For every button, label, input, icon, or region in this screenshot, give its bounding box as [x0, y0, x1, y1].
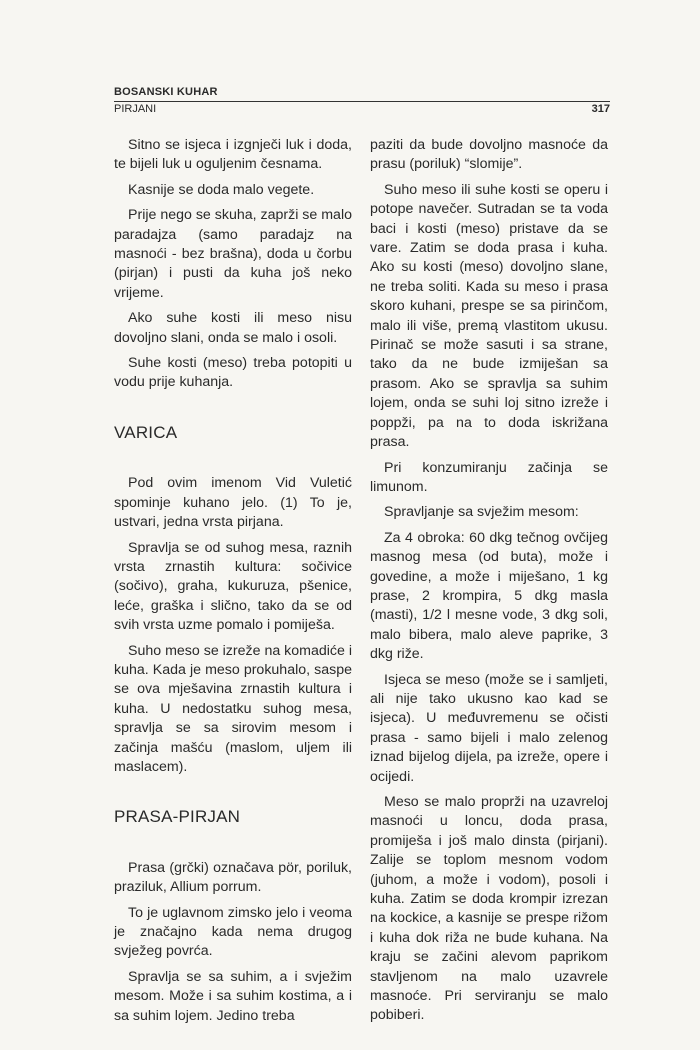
header-rule: [114, 101, 610, 102]
paragraph: Suho meso se izreže na komadiće i kuha. Kada je meso prokuhalo, saspe se ova mješavina zrnastih kultura i kuha. U nedostatku suhog mesa, spravlja se sa sirovim mesom i začinja mašću (maslom, uljem ili maslacem).: [114, 642, 352, 775]
paragraph: Prije nego se skuha, zaprži se malo paradajza (samo paradajz na masnoći - bez brašna), doda u čorbu (pirjan) i pusti da kuha još neko vrijeme.: [114, 207, 352, 301]
paragraph: Pod ovim imenom Vid Vuletić spominje kuhano jelo. (1) To je, ustvari, jedna vrsta pirjana.: [114, 475, 352, 531]
paragraph: Ako suhe kosti ili meso nisu dovoljno slani, onda se malo i osoli.: [114, 310, 352, 346]
left-column: [114, 136, 352, 1032]
paragraph: Pri konzumiranju začinja se limunom.: [370, 459, 608, 495]
paragraph: Spravlja se sa suhim, a i svježim mesom. Može i sa suhim kostima, a i sa suhim lojem. Jedino treba: [114, 968, 352, 1024]
paragraph: Suho meso ili suhe kosti se operu i potope navečer. Sutradan se ta voda baci i kosti (meso) pristave da se vare. Zatim se doda prasa i kuha. Ako su kosti (meso) dovoljno slane, ne treba soliti. Kada su meso i prasa skoro kuhani, prespe se sa pirinčom, malo ili više, premą vlastitom ukusu. Pirinač se može sasuti i sa strane, tako da ne bude izmiješan sa prasom. Ako se spravlja sa suhim lojem, onda se suhi loj sitno izreže i popрži, pa na to doda iskrižana prasa.: [370, 181, 608, 451]
paragraph: Za 4 obroka: 60 dkg tečnog ovčijeg masnog mesa (od buta), može i govedine, a može i miješano, 1 kg prase, 2 krompira, 5 dkg masla (masti), 1/2 l mesne vode, 3 dkg soli, malo bibera, malo aleve paprike, 3 dkg riže.: [370, 529, 608, 663]
paragraph: To je uglavnom zimsko jelo i veoma je značajno kada nema drugog svježeg povrća.: [114, 904, 352, 960]
paragraph: Spravlja se od suhog mesa, raznih vrsta zrnastih kultura: sočivice (sočivo), graha, kukuruza, pšenice, leće, graška i slično, tako da se od svih vrsta uzme pomalo i pomiješa.: [114, 539, 352, 634]
paragraph: Sitno se isjeca i izgnječi luk i doda, te bijeli luk u oguljenim česnama.: [114, 137, 352, 173]
page-number: 317: [591, 103, 610, 115]
paragraph: Meso se malo proprži na uzavreloj masnoći u loncu, doda prasa, promiješa i još malo dinsta (pirjani). Zalije se toplom mesnom vodom (juhom, a može i vodom), posoli i kuha. Zatim se doda krompir izrezan na kockice, a kasnije se prespe rižom i kuha dok riža ne bude kuhana. Na kraju se začini alevom paprikom stavljenom na malo uzavrele masnoće. Pri serviranju se malo pobiberi.: [370, 794, 608, 1024]
paragraph: Spravljanje sa svježim mesom:: [384, 504, 579, 521]
paragraph: Prasa (grčki) označava pör, poriluk, praziluk, Allium porrum.: [114, 859, 352, 896]
paragraph: Isjeca se meso (može se i samljeti, ali nije tako ukusno kao kad se isjeca). U međuvremenu se očisti prasa - samo bijeli i malo zelenog iznad bijelog dijela, pa izreže, opere i ocijedi.: [370, 671, 608, 785]
section-heading-varica: VARICA: [114, 422, 178, 442]
paragraph: Kasnije se doda malo vegete.: [128, 181, 315, 198]
paragraph-continued: paziti da bude dovoljno masnoće da prasu (poriluk) “slomije”.: [370, 137, 608, 173]
running-header-book-title: BOSANSKI KUHAR: [114, 86, 218, 98]
section-heading-prasa-pirjan: PRASA-PIRJAN: [114, 807, 241, 827]
running-header-section: PIRJANI: [114, 103, 157, 115]
paragraph: Suhe kosti (meso) treba potopiti u vodu prije kuhanja.: [114, 355, 352, 391]
right-column: [370, 136, 608, 1032]
